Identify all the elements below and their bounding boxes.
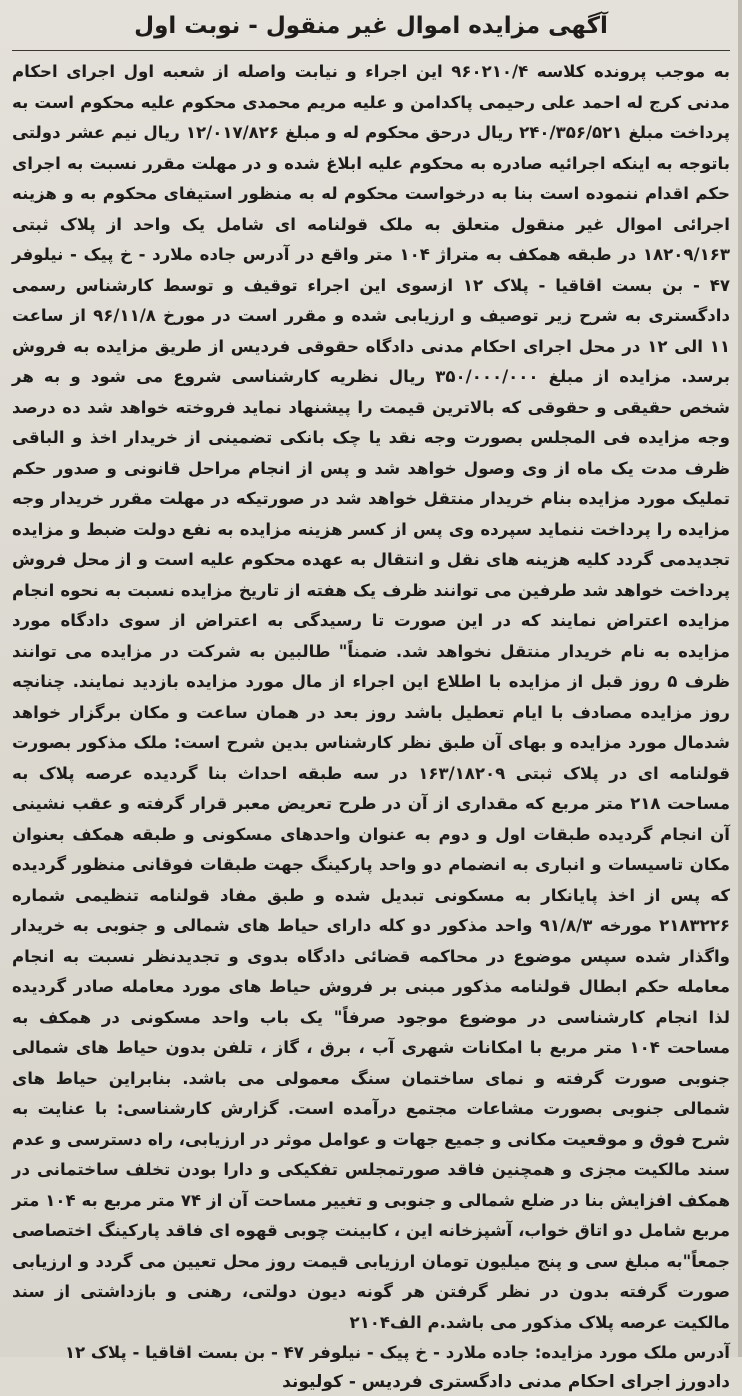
paper-edge-shadow: [738, 0, 742, 1357]
notice-body: به موجب پرونده کلاسه ۹۶۰۲۱۰/۴ این اجراء و نیابت واصله از شعبه اول اجرای احکام مدنی کرج له احمد علی رحیمی پاکدامن و علیه مریم محمدی محکوم علیه محکوم است به پرداخت مبلغ ۲۴۰/۳۵۶/۵۲۱ ریال درحق محکوم له و مبلغ ۱۲/۰۱۷/۸۲۶ ریال نیم عشر دولتی باتوجه به اینکه اجرائیه صادره به محکوم علیه ابلاغ شده و در مهلت مقرر نسبت به اجرای حکم اقدام ننموده است بنا به درخواست محکوم له به منظور استیفای محکوم به و هزینه اجرائی اموال غیر منقول متعلق به ملک قولنامه ای شامل یک واحد از پلاک ثبتی ۱۸۲۰۹/۱۶۳ در طبقه همکف به متراژ ۱۰۴ متر واقع در آدرس جاده ملارد - خ پیک - نیلوفر ۴۷ - بن بست اقاقیا - پلاک ۱۲ ازسوی این اجراء توقیف و توسط کارشناس رسمی دادگستری به شرح زیر توصیف و ارزیابی شده و مقرر است در مورخ ۹۶/۱۱/۸ از ساعت ۱۱ الی ۱۲ در محل اجرای احکام مدنی دادگاه حقوقی فردیس از طریق مزایده به فروش برسد. مزایده از مبلغ ۳۵۰/۰۰۰/۰۰۰ ریال نظریه کارشناسی شروع می شود و به هر شخص حقیقی و حقوقی که بالاترین قیمت را پیشنهاد نماید فروخته خواهد شد ده درصد وجه مزایده فی المجلس بصورت وجه نقد یا چک بانکی تضمینی از خریدار اخذ و الباقی ظرف مدت یک ماه از وی وصول خواهد شد و پس از انجام مراحل قانونی و صدور حکم تملیک مورد مزایده بنام خریدار منتقل خواهد شد در صورتیکه در مهلت مقرر خریدار وجه مزایده را پرداخت ننماید سپرده وی پس از کسر هزینه مزایده به نفع دولت ضبط و مزایده تجدیدمی گردد کلیه هزینه های نقل و انتقال به عهده محکوم علیه است و از محل فروش پرداخت خواهد شد طرفین می توانند ظرف یک هفته از تاریخ مزایده نسبت به نحوه انجام مزایده اعتراض نمایند که در این صورت تا رسیدگی به اعتراض از سوی دادگاه مورد مزایده به نام خریدار منتقل نخواهد شد. ضمناً" طالبین به شرکت در مزایده می توانند ظرف ۵ روز قبل از مزایده با اطلاع این اجراء از مال مورد مزایده بازدید نمایند. چنانچه روز مزایده مصادف با ایام تعطیل باشد روز بعد در همان ساعت و مکان برگزار خواهد شدمال مورد مزایده و بهای آن طبق نظر کارشناس بدین شرح است: ملک مذکور بصورت قولنامه ای در پلاک ثبتی ۱۶۳/۱۸۲۰۹ در سه طبقه احداث بنا گردیده عرصه پلاک به مساحت ۲۱۸ متر مربع که مقداری از آن در طرح تعریض معبر قرار گرفته و عقب نشینی آن انجام گردیده طبقات اول و دوم به عنوان واحدهای مسکونی و طبقه همکف بعنوان مکان تاسیسات و انباری به انضمام دو واحد پارکینگ جهت طبقات فوقانی منظور گردیده که پس از اخذ پایانکار به مسکونی تبدیل شده و طبق مفاد قولنامه تنظیمی شماره ۲۱۸۳۲۲۶ مورخه ۹۱/۸/۳ واحد مذکور دو کله دارای حیاط های شمالی و جنوبی به خریدار واگذار شده سپس موضوع در محاکمه قضائی دادگاه بدوی و تجدیدنظر نسبت به انجام معامله حکم ابطال قولنامه مذکور مبنی بر فروش حیاط های مورد معامله صادر گردیده لذا انجام کارشناسی در موضوع موجود صرفاً" یک باب واحد مسکونی در همکف به مساحت ۱۰۴ متر مربع با امکانات شهری آب ، برق ، گاز ، تلفن بدون حیاط های شمالی جنوبی صورت گرفته و نمای ساختمان سنگ معمولی می باشد. بنابراین حیاط های شمالی جنوبی بصورت مشاعات مجتمع درآمده است. گزارش کارشناسی: با عنایت به شرح فوق و موقعیت مکانی و جمیع جهات و عوامل موثر در ارزیابی، راه دسترسی و عدم سند مالکیت مجزی و همچنین فاقد صورتمجلس تفکیکی و دارا بودن تخلف ساختمانی در همکف افزایش بنا در ضلع شمالی و جنوبی و تغییر مساحت آن از ۷۴ متر مربع به ۱۰۴ متر مربع شامل دو اتاق خواب، آشپزخانه این ، کابینت چوبی قهوه ای فاقد پارکینگ اختصاصی جمعاً"به مبلغ سی و پنج میلیون تومان ارزیابی قیمت روز محل تعیین می گردد و ارزیابی صورت گرفته بدون در نظر گرفتن هر گونه دیون دولتی، رهنی و بازداشتی از سند مالکیت عرصه پلاک مذکور می باشد.م الف۲۱۰۴: [12, 62, 731, 1332]
property-address: آدرس ملک مورد مزایده: جاده ملارد - خ پیک - نیلوفر ۴۷ - بن بست اقاقیا - پلاک ۱۲: [64, 1343, 730, 1362]
notice-title: آگهی مزایده اموال غیر منقول - نوبت اول: [12, 4, 730, 51]
notice-signature: دادورز اجرای احکام مدنی دادگستری فردیس - کولیوند: [282, 1372, 730, 1392]
